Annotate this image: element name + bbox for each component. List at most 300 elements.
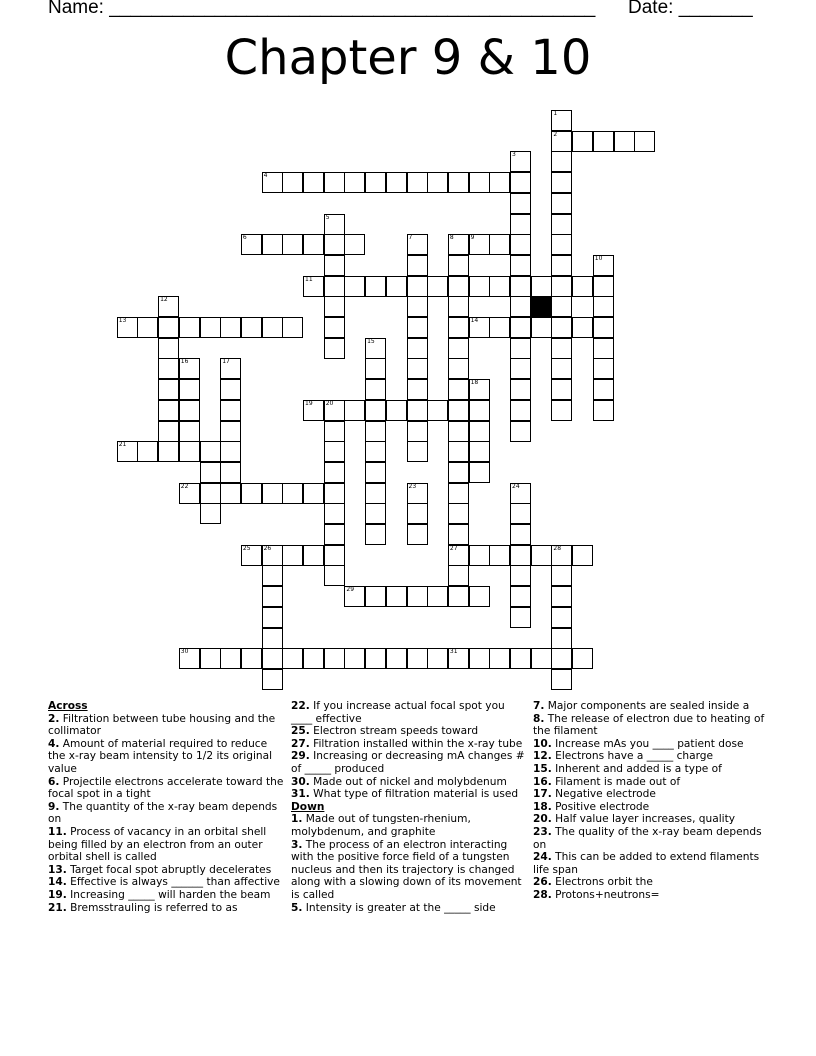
- grid-cell[interactable]: [510, 400, 531, 421]
- grid-cell[interactable]: [551, 193, 572, 214]
- grid-cell[interactable]: [137, 441, 158, 462]
- grid-cell[interactable]: [303, 234, 324, 255]
- clue-text: Inherent and added is a type of: [555, 762, 722, 775]
- grid-cell[interactable]: [510, 586, 531, 607]
- down-heading: Down: [291, 800, 325, 813]
- grid-cell[interactable]: [510, 151, 531, 172]
- grid-cell[interactable]: [282, 172, 303, 193]
- grid-cell[interactable]: [531, 317, 552, 338]
- grid-cell[interactable]: [200, 483, 221, 504]
- grid-cell[interactable]: [365, 172, 386, 193]
- grid-cell[interactable]: [262, 317, 283, 338]
- grid-cell[interactable]: [262, 586, 283, 607]
- grid-cell[interactable]: [386, 400, 407, 421]
- grid-cell[interactable]: [427, 276, 448, 297]
- clue-num: 1.: [291, 813, 303, 826]
- grid-cell[interactable]: [365, 462, 386, 483]
- clue-text: Protons+neutrons=: [555, 888, 660, 901]
- grid-cell[interactable]: [551, 338, 572, 359]
- grid-cell[interactable]: [344, 400, 365, 421]
- grid-cell[interactable]: [593, 338, 614, 359]
- clue-num: 8.: [533, 712, 545, 725]
- grid-cell[interactable]: [407, 421, 428, 442]
- clue-text: Intensity is greater at the _____ side: [305, 901, 496, 914]
- grid-cell[interactable]: [117, 317, 138, 338]
- grid-cell[interactable]: [593, 400, 614, 421]
- grid-cell[interactable]: [282, 545, 303, 566]
- clue-item: [291, 902, 527, 915]
- grid-cell[interactable]: [448, 545, 469, 566]
- clue-item: [533, 700, 769, 713]
- grid-cell[interactable]: [551, 110, 572, 131]
- grid-cell[interactable]: [365, 276, 386, 297]
- clue-number: 11: [305, 275, 313, 283]
- grid-cell[interactable]: [324, 524, 345, 545]
- clue-number: 21: [118, 441, 127, 449]
- clue-text: If you increase actual focal spot you ____ effective: [291, 700, 505, 725]
- date-label: Date:: [628, 0, 674, 18]
- clue-item: [533, 826, 769, 851]
- grid-cell[interactable]: [407, 296, 428, 317]
- clue-item: [533, 776, 769, 789]
- grid-cell[interactable]: [448, 276, 469, 297]
- grid-cell[interactable]: [179, 648, 200, 669]
- grid-cell[interactable]: [551, 317, 572, 338]
- grid-cell[interactable]: [262, 172, 283, 193]
- grid-cell[interactable]: [262, 234, 283, 255]
- name-label: Name:: [48, 0, 104, 18]
- grid-cell[interactable]: [262, 648, 283, 669]
- grid-cell[interactable]: [262, 669, 283, 690]
- grid-cell[interactable]: [200, 441, 221, 462]
- grid-cell[interactable]: [344, 234, 365, 255]
- clue-number: 14: [470, 317, 479, 324]
- grid-cell[interactable]: [469, 441, 490, 462]
- grid-cell[interactable]: [158, 317, 179, 338]
- grid-cell[interactable]: [551, 607, 572, 628]
- clue-num: 26.: [533, 876, 552, 889]
- grid-cell[interactable]: [469, 276, 490, 297]
- clue-text: This can be added to extend filaments life span: [533, 851, 760, 876]
- grid-cell[interactable]: [510, 565, 531, 586]
- clue-text: The process of an electron interacting with the positive force field of a tungsten nucleus and then its trajectory is changed along with a slowing down of its movement is called: [291, 838, 522, 901]
- clue-text: The quantity of the x-ray beam depends on: [48, 800, 278, 826]
- clue-column-3: [533, 700, 769, 902]
- grid-cell[interactable]: [469, 462, 490, 483]
- grid-cell[interactable]: [179, 400, 200, 421]
- grid-cell[interactable]: [303, 172, 324, 193]
- grid-cell[interactable]: [469, 172, 490, 193]
- grid-cell[interactable]: [324, 214, 345, 235]
- grid-cell[interactable]: [551, 358, 572, 379]
- clue-item: [533, 713, 769, 738]
- clue-num: 6.: [48, 775, 60, 788]
- grid-cell[interactable]: [551, 628, 572, 649]
- grid-cell[interactable]: [241, 234, 262, 255]
- grid-cell[interactable]: [262, 545, 283, 566]
- grid-cell[interactable]: [324, 421, 345, 442]
- clue-text: Amount of material required to reduce the x-ray beam intensity to 1/2 its original value: [48, 737, 273, 775]
- grid-cell[interactable]: [551, 131, 572, 152]
- grid-cell[interactable]: [489, 648, 510, 669]
- grid-cell[interactable]: [448, 379, 469, 400]
- clue-item: [533, 738, 769, 751]
- clue-item: [291, 750, 527, 775]
- grid-cell[interactable]: [489, 545, 510, 566]
- grid-cell[interactable]: [324, 317, 345, 338]
- grid-cell[interactable]: [510, 276, 531, 297]
- clue-item: [48, 876, 284, 889]
- grid-cell[interactable]: [551, 172, 572, 193]
- grid-cell[interactable]: [531, 276, 552, 297]
- grid-cell[interactable]: [448, 358, 469, 379]
- grid-cell[interactable]: [303, 400, 324, 421]
- grid-cell[interactable]: [448, 524, 469, 545]
- grid-cell[interactable]: [241, 317, 262, 338]
- grid-cell[interactable]: [220, 358, 241, 379]
- grid-cell[interactable]: [324, 400, 345, 421]
- grid-cell[interactable]: [593, 255, 614, 276]
- grid-cell[interactable]: [220, 400, 241, 421]
- grid-cell[interactable]: [324, 648, 345, 669]
- grid-cell[interactable]: [220, 421, 241, 442]
- grid-cell[interactable]: [241, 648, 262, 669]
- grid-cell[interactable]: [593, 317, 614, 338]
- clue-number: 17: [222, 358, 230, 366]
- grid-cell[interactable]: [324, 296, 345, 317]
- grid-cell[interactable]: [448, 338, 469, 359]
- grid-cell[interactable]: [510, 421, 531, 442]
- grid-cell[interactable]: [179, 441, 200, 462]
- grid-cell[interactable]: [200, 462, 221, 483]
- grid-cell[interactable]: [551, 669, 572, 690]
- grid-cell[interactable]: [117, 441, 138, 462]
- grid-cell[interactable]: [510, 234, 531, 255]
- grid-cell[interactable]: [407, 586, 428, 607]
- grid-cell[interactable]: [303, 276, 324, 297]
- grid-cell[interactable]: [365, 358, 386, 379]
- grid-cell[interactable]: [572, 131, 593, 152]
- grid-cell[interactable]: [158, 296, 179, 317]
- grid-cell[interactable]: [551, 400, 572, 421]
- grid-cell[interactable]: [365, 648, 386, 669]
- clue-text: Increase mAs you ____ patient dose: [555, 737, 744, 750]
- grid-cell[interactable]: [510, 193, 531, 214]
- clue-num: 23.: [533, 825, 552, 838]
- grid-cell[interactable]: [324, 545, 345, 566]
- grid-cell[interactable]: [365, 503, 386, 524]
- grid-cell[interactable]: [407, 276, 428, 297]
- grid-cell[interactable]: [551, 648, 572, 669]
- grid-cell[interactable]: [324, 483, 345, 504]
- grid-cell[interactable]: [344, 276, 365, 297]
- grid-cell[interactable]: [510, 483, 531, 504]
- clue-num: 29.: [291, 750, 310, 763]
- grid-cell[interactable]: [220, 483, 241, 504]
- grid-cell[interactable]: [510, 255, 531, 276]
- grid-cell[interactable]: [551, 151, 572, 172]
- grid-cell[interactable]: [365, 400, 386, 421]
- grid-cell[interactable]: [469, 421, 490, 442]
- grid-cell[interactable]: [407, 255, 428, 276]
- grid-cell[interactable]: [572, 317, 593, 338]
- grid-cell[interactable]: [220, 379, 241, 400]
- grid-cell[interactable]: [448, 296, 469, 317]
- grid-cell[interactable]: [489, 234, 510, 255]
- grid-cell[interactable]: [324, 234, 345, 255]
- grid-cell[interactable]: [551, 379, 572, 400]
- grid-cell[interactable]: [448, 586, 469, 607]
- grid-cell[interactable]: [448, 462, 469, 483]
- grid-cell[interactable]: [551, 214, 572, 235]
- grid-cell[interactable]: [220, 317, 241, 338]
- grid-cell[interactable]: [427, 648, 448, 669]
- name-blank[interactable]: ______________________________________________: [109, 0, 596, 18]
- clue-number: 22: [180, 482, 189, 490]
- grid-cell[interactable]: [365, 524, 386, 545]
- grid-cell[interactable]: [510, 317, 531, 338]
- grid-cell[interactable]: [407, 317, 428, 338]
- grid-cell[interactable]: [489, 276, 510, 297]
- grid-cell[interactable]: [593, 131, 614, 152]
- grid-cell[interactable]: [593, 296, 614, 317]
- grid-cell[interactable]: [365, 338, 386, 359]
- grid-cell[interactable]: [303, 545, 324, 566]
- grid-cell[interactable]: [324, 503, 345, 524]
- clue-num: 13.: [48, 863, 67, 876]
- grid-cell[interactable]: [365, 441, 386, 462]
- clue-item: [48, 864, 284, 877]
- grid-cell[interactable]: [469, 545, 490, 566]
- grid-cell[interactable]: [469, 234, 490, 255]
- grid-cell[interactable]: [282, 483, 303, 504]
- grid-cell[interactable]: [448, 441, 469, 462]
- grid-cell[interactable]: [614, 131, 635, 152]
- grid-cell[interactable]: [448, 421, 469, 442]
- grid-cell[interactable]: [489, 172, 510, 193]
- grid-cell[interactable]: [593, 358, 614, 379]
- grid-cell[interactable]: [386, 276, 407, 297]
- grid-cell[interactable]: [158, 379, 179, 400]
- grid-cell[interactable]: [551, 255, 572, 276]
- grid-cell[interactable]: [179, 483, 200, 504]
- grid-cell[interactable]: [220, 462, 241, 483]
- clue-number: 10: [594, 254, 603, 262]
- clue-text: Made out of tungsten-rhenium, molybdenum, and graphite: [291, 813, 471, 838]
- grid-cell[interactable]: [407, 648, 428, 669]
- grid-cell[interactable]: [551, 276, 572, 297]
- clue-num: 16.: [533, 775, 552, 788]
- grid-cell[interactable]: [448, 400, 469, 421]
- clue-number: 1: [553, 110, 558, 117]
- grid-cell[interactable]: [510, 296, 531, 317]
- clue-item: [533, 788, 769, 801]
- grid-cell[interactable]: [158, 441, 179, 462]
- grid-cell[interactable]: [531, 648, 552, 669]
- grid-cell[interactable]: [469, 400, 490, 421]
- grid-cell[interactable]: [179, 421, 200, 442]
- grid-cell[interactable]: [200, 648, 221, 669]
- grid-cell[interactable]: [448, 172, 469, 193]
- grid-cell[interactable]: [551, 586, 572, 607]
- grid-cell[interactable]: [427, 586, 448, 607]
- grid-cell[interactable]: [510, 214, 531, 235]
- grid-cell[interactable]: [469, 379, 490, 400]
- grid-cell[interactable]: [324, 565, 345, 586]
- grid-cell[interactable]: [179, 317, 200, 338]
- date-blank[interactable]: _______: [678, 0, 753, 18]
- grid-cell[interactable]: [531, 545, 552, 566]
- grid-cell[interactable]: [262, 607, 283, 628]
- clue-item: [533, 876, 769, 889]
- grid-cell[interactable]: [137, 317, 158, 338]
- clue-text: Projectile electrons accelerate toward the focal spot in a tight: [48, 775, 284, 801]
- grid-cell[interactable]: [448, 317, 469, 338]
- clue-item: [291, 839, 527, 902]
- grid-cell[interactable]: [365, 421, 386, 442]
- clue-item: [533, 851, 769, 876]
- grid-cell[interactable]: [241, 483, 262, 504]
- grid-cell[interactable]: [365, 586, 386, 607]
- grid-cell[interactable]: [469, 317, 490, 338]
- clue-item: [48, 738, 284, 776]
- grid-cell[interactable]: [448, 234, 469, 255]
- grid-cell[interactable]: [241, 545, 262, 566]
- clue-num: 25.: [291, 725, 310, 738]
- clue-num: 27.: [291, 737, 310, 750]
- grid-cell[interactable]: [262, 483, 283, 504]
- grid-cell[interactable]: [448, 565, 469, 586]
- grid-cell[interactable]: [324, 441, 345, 462]
- grid-cell[interactable]: [407, 524, 428, 545]
- grid-cell[interactable]: [427, 172, 448, 193]
- grid-cell[interactable]: [158, 338, 179, 359]
- grid-cell[interactable]: [179, 358, 200, 379]
- clue-num: 22.: [291, 700, 310, 712]
- grid-cell[interactable]: [179, 379, 200, 400]
- grid-cell[interactable]: [510, 648, 531, 669]
- grid-cell[interactable]: [551, 234, 572, 255]
- clue-text: Positive electrode: [555, 800, 650, 813]
- clue-text: Negative electrode: [555, 788, 656, 801]
- grid-cell[interactable]: [282, 317, 303, 338]
- clue-number: 16: [180, 358, 189, 366]
- grid-cell[interactable]: [407, 338, 428, 359]
- clue-num: 21.: [48, 901, 67, 914]
- grid-cell[interactable]: [407, 379, 428, 400]
- grid-cell[interactable]: [386, 648, 407, 669]
- clue-number: 28: [553, 544, 562, 552]
- grid-cell[interactable]: [262, 565, 283, 586]
- grid-cell[interactable]: [448, 503, 469, 524]
- grid-cell[interactable]: [407, 358, 428, 379]
- grid-cell[interactable]: [510, 358, 531, 379]
- clue-num: 31.: [291, 788, 310, 801]
- grid-cell[interactable]: [344, 648, 365, 669]
- clue-item: [48, 889, 284, 902]
- grid-cell[interactable]: [572, 545, 593, 566]
- grid-cell[interactable]: [282, 234, 303, 255]
- grid-cell[interactable]: [220, 441, 241, 462]
- clue-num: 14.: [48, 876, 67, 889]
- grid-cell[interactable]: [551, 296, 572, 317]
- grid-cell[interactable]: [634, 131, 655, 152]
- grid-cell[interactable]: [510, 338, 531, 359]
- clue-num: 24.: [533, 851, 552, 864]
- clue-item: [533, 750, 769, 763]
- clue-text: Increasing or decreasing mA changes # of _____ produced: [291, 750, 525, 775]
- grid-cell[interactable]: [303, 648, 324, 669]
- grid-cell[interactable]: [510, 524, 531, 545]
- grid-cell[interactable]: [158, 421, 179, 442]
- grid-cell[interactable]: [324, 172, 345, 193]
- grid-cell[interactable]: [365, 379, 386, 400]
- clue-num: 15.: [533, 762, 552, 775]
- clue-number: 6: [242, 234, 247, 242]
- grid-cell[interactable]: [551, 545, 572, 566]
- grid-cell[interactable]: [510, 503, 531, 524]
- grid-cell[interactable]: [489, 317, 510, 338]
- grid-cell[interactable]: [448, 648, 469, 669]
- grid-cell[interactable]: [510, 545, 531, 566]
- page-title: Chapter 9 & 10: [224, 30, 592, 86]
- grid-cell[interactable]: [572, 648, 593, 669]
- grid-cell[interactable]: [448, 255, 469, 276]
- clue-num: 19.: [48, 888, 67, 901]
- grid-cell[interactable]: [262, 628, 283, 649]
- grid-cell[interactable]: [593, 276, 614, 297]
- grid-cell[interactable]: [344, 586, 365, 607]
- grid-cell[interactable]: [551, 565, 572, 586]
- grid-cell[interactable]: [593, 379, 614, 400]
- grid-cell[interactable]: [510, 607, 531, 628]
- grid-cell[interactable]: [407, 172, 428, 193]
- grid-cell[interactable]: [200, 503, 221, 524]
- grid-cell[interactable]: [324, 276, 345, 297]
- grid-cell[interactable]: [407, 503, 428, 524]
- grid-cell[interactable]: [448, 483, 469, 504]
- grid-cell[interactable]: [344, 172, 365, 193]
- clue-item: [48, 826, 284, 864]
- grid-cell[interactable]: [510, 379, 531, 400]
- grid-cell[interactable]: [200, 317, 221, 338]
- grid-cell[interactable]: [469, 648, 490, 669]
- grid-cell[interactable]: [572, 276, 593, 297]
- grid-cell[interactable]: [303, 483, 324, 504]
- clue-number: 30: [180, 648, 189, 656]
- clue-item: [291, 700, 527, 725]
- grid-cell[interactable]: [324, 255, 345, 276]
- grid-cell[interactable]: [427, 400, 448, 421]
- grid-cell[interactable]: [158, 358, 179, 379]
- grid-cell[interactable]: [324, 462, 345, 483]
- clue-number: 9: [470, 234, 475, 242]
- grid-cell[interactable]: [510, 172, 531, 193]
- grid-cell[interactable]: [324, 338, 345, 359]
- grid-cell[interactable]: [407, 234, 428, 255]
- clue-item: [291, 738, 527, 751]
- grid-cell[interactable]: [220, 648, 241, 669]
- grid-cell[interactable]: [282, 648, 303, 669]
- grid-cell[interactable]: [469, 586, 490, 607]
- grid-cell[interactable]: [386, 586, 407, 607]
- grid-cell[interactable]: [407, 441, 428, 462]
- grid-cell[interactable]: [365, 483, 386, 504]
- grid-cell[interactable]: [407, 483, 428, 504]
- grid-cell[interactable]: [158, 400, 179, 421]
- grid-cell[interactable]: [386, 172, 407, 193]
- grid-cell[interactable]: [407, 400, 428, 421]
